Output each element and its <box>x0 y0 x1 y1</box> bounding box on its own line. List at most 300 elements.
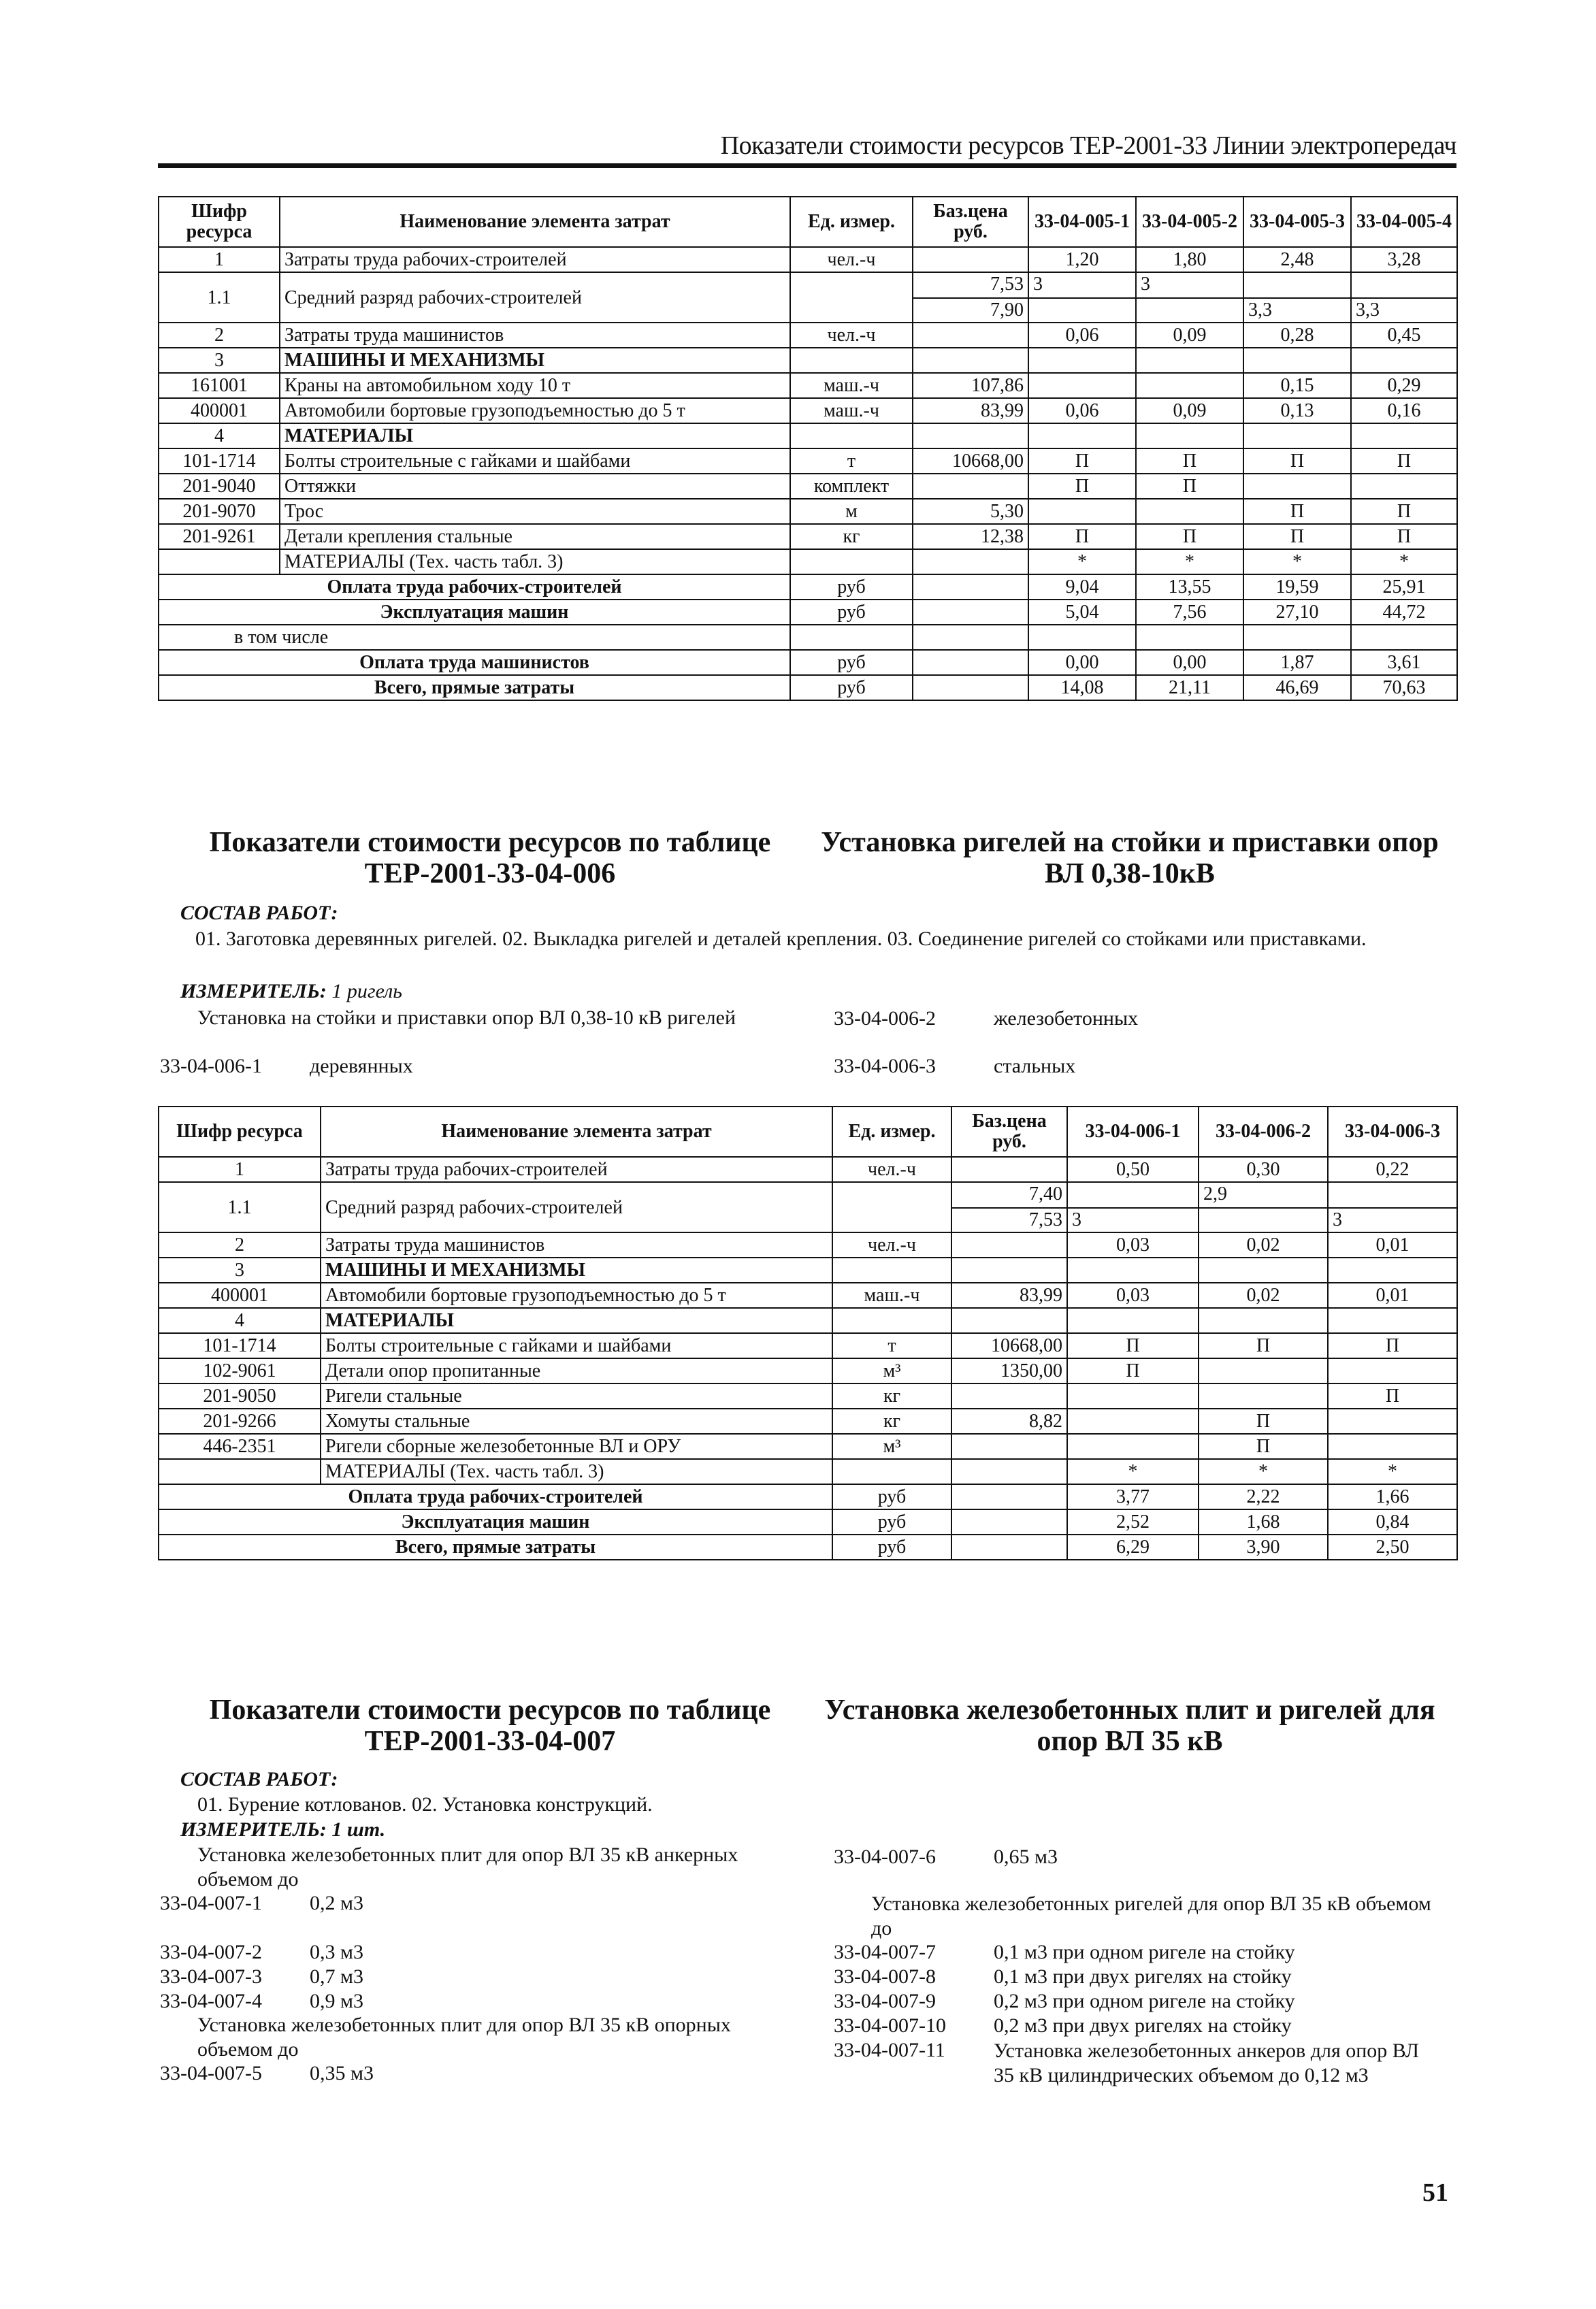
resource-name-cell: Болты строительные с гайками и шайбами <box>321 1333 832 1358</box>
value-cell: П <box>1351 448 1457 474</box>
value-cell <box>1067 1308 1199 1333</box>
value-cell: П <box>1328 1383 1457 1409</box>
price-cell: 5,30 <box>913 499 1028 524</box>
resource-table-33-04-005 <box>158 196 1458 701</box>
value-cell <box>1067 1182 1199 1232</box>
price-cell <box>951 1182 1067 1232</box>
value-cell: 25,91 <box>1351 574 1457 600</box>
table-row <box>159 1157 1457 1182</box>
value-cell: П <box>1351 524 1457 549</box>
value-cell <box>1351 272 1457 323</box>
summary-label-cell: Оплата труда машинистов <box>159 650 790 675</box>
value-cell: 3,90 <box>1199 1535 1328 1560</box>
value-cell: 1,68 <box>1199 1509 1328 1535</box>
resource-code-cell: 161001 <box>159 373 280 398</box>
value-cell <box>1136 423 1243 448</box>
table-row <box>159 1333 1457 1358</box>
price-cell: 8,82 <box>951 1409 1067 1434</box>
item-text: 0,9 м3 <box>310 1990 363 2012</box>
value-upper <box>1244 273 1350 297</box>
value-cell <box>1243 474 1351 499</box>
unit-cell <box>790 549 913 574</box>
item-text: 0,3 м3 <box>310 1941 363 1963</box>
value-cell: 0,16 <box>1351 398 1457 423</box>
section3-title-right: Установка железобетонных плит и ригелей для опор ВЛ 35 кВ <box>824 1694 1435 1757</box>
value-upper: 3 <box>1033 274 1043 295</box>
value-cell: 3,77 <box>1067 1484 1199 1509</box>
value-cell <box>1243 423 1351 448</box>
izmer-label <box>180 980 402 1003</box>
value-cell: П <box>1243 524 1351 549</box>
value-cell: 0,03 <box>1067 1283 1199 1308</box>
value-cell: 0,09 <box>1136 398 1243 423</box>
resource-name-cell: Затраты труда рабочих-строителей <box>280 247 790 272</box>
value-cell: 0,00 <box>1028 650 1136 675</box>
value-cell <box>1351 625 1457 650</box>
value-lower <box>1137 297 1243 322</box>
price-cell <box>913 348 1028 373</box>
resource-code-cell: 446-2351 <box>159 1434 321 1459</box>
resource-code-cell: 1 <box>159 247 280 272</box>
item-code: 33-04-007-5 <box>160 2062 262 2084</box>
value-cell: П <box>1243 448 1351 474</box>
value-cell: 0,01 <box>1328 1232 1457 1258</box>
summary-row <box>159 574 1457 600</box>
table-row <box>159 1409 1457 1434</box>
unit-cell: м³ <box>832 1358 951 1383</box>
summary-label-cell: Эксплуатация машин <box>159 600 790 625</box>
price-cell <box>951 1308 1067 1333</box>
table-row <box>159 398 1457 423</box>
resource-code-cell: 4 <box>159 1308 321 1333</box>
value-cell <box>1136 499 1243 524</box>
resource-code-cell: 101-1714 <box>159 1333 321 1358</box>
unit-cell: руб <box>790 574 913 600</box>
item-code: 33-04-007-7 <box>834 1941 936 1963</box>
price-cell <box>913 574 1028 600</box>
unit-cell: руб <box>832 1509 951 1535</box>
table-row <box>159 1358 1457 1383</box>
value-cell <box>1067 1434 1199 1459</box>
value-cell: * <box>1328 1459 1457 1484</box>
unit-cell: руб <box>790 600 913 625</box>
resource-code-cell: 1.1 <box>159 1182 321 1232</box>
price-cell <box>913 323 1028 348</box>
resource-name-cell: Оттяжки <box>280 474 790 499</box>
unit-cell: чел.-ч <box>832 1157 951 1182</box>
table-row <box>159 1383 1457 1409</box>
price-cell: 83,99 <box>913 398 1028 423</box>
price-cell <box>913 474 1028 499</box>
value-cell: П <box>1067 1333 1199 1358</box>
item-code: 33-04-007-11 <box>834 2039 945 2061</box>
value-lower: 3 <box>1329 1207 1456 1232</box>
resource-code-cell: 102-9061 <box>159 1358 321 1383</box>
table-row <box>159 1459 1457 1484</box>
item-text: 0,1 м3 при двух ригелях на стойку <box>994 1965 1292 1988</box>
value-cell: 0,84 <box>1328 1509 1457 1535</box>
intro-text: Установка железобетонных плит для опор ВЛ 35 кВ опорных объемом до <box>197 2014 731 2061</box>
resource-name-cell: МАТЕРИАЛЫ <box>321 1308 832 1333</box>
value-cell <box>1199 1258 1328 1283</box>
item-text: 0,2 м3 при одном ригеле на стойку <box>994 1990 1295 2012</box>
unit-cell: чел.-ч <box>832 1232 951 1258</box>
value-cell <box>1028 625 1136 650</box>
intro-text: Установка на стойки и приставки опор ВЛ 0,38-10 кВ ригелей <box>197 1006 736 1029</box>
value-cell <box>1199 1182 1328 1232</box>
item-text: 0,7 м3 <box>310 1965 363 1988</box>
value-cell <box>1328 1434 1457 1459</box>
value-cell: П <box>1328 1333 1457 1358</box>
item-text: 0,35 м3 <box>310 2062 374 2084</box>
unit-cell: руб <box>790 675 913 700</box>
unit-cell <box>832 1258 951 1283</box>
resource-code-cell: 1 <box>159 1157 321 1182</box>
unit-cell: маш.-ч <box>832 1283 951 1308</box>
value-cell: 0,02 <box>1199 1283 1328 1308</box>
table-row <box>159 1258 1457 1283</box>
value-cell: * <box>1243 549 1351 574</box>
unit-cell: чел.-ч <box>790 247 913 272</box>
col-header-variant: 33-04-005-4 <box>1351 197 1457 247</box>
value-cell: П <box>1136 524 1243 549</box>
resource-code-cell: 201-9266 <box>159 1409 321 1434</box>
value-cell: 0,15 <box>1243 373 1351 398</box>
value-cell <box>1243 348 1351 373</box>
izmer-value: 1 ригель <box>331 980 402 1002</box>
table-row <box>159 323 1457 348</box>
col-header-variant: 33-04-005-2 <box>1136 197 1243 247</box>
item-text: 0,2 м3 <box>310 1892 363 1914</box>
value-lower: 3,3 <box>1244 297 1350 322</box>
value-upper <box>1352 273 1456 297</box>
item-text: железобетонных <box>994 1007 1139 1030</box>
page-number: 51 <box>1422 2178 1448 2207</box>
resource-name-cell: Автомобили бортовые грузоподъемностью до 5 т <box>280 398 790 423</box>
item-code: 33-04-006-3 <box>834 1055 936 1077</box>
unit-cell: т <box>832 1333 951 1358</box>
unit-cell: маш.-ч <box>790 398 913 423</box>
value-cell: * <box>1067 1459 1199 1484</box>
value-cell: * <box>1136 549 1243 574</box>
unit-cell: т <box>790 448 913 474</box>
value-cell: П <box>1199 1434 1328 1459</box>
sostav-text: 01. Бурение котлованов. 02. Установка конструкций. <box>197 1793 653 1816</box>
value-cell: 0,30 <box>1199 1157 1328 1182</box>
col-header-code: Шифр ресурса <box>159 1107 321 1157</box>
resource-code-cell: 3 <box>159 1258 321 1283</box>
value-cell <box>1243 272 1351 323</box>
value-cell <box>1028 373 1136 398</box>
value-cell <box>1199 1383 1328 1409</box>
resource-name-cell: Автомобили бортовые грузоподъемностью до 5 т <box>321 1283 832 1308</box>
value-cell: П <box>1067 1358 1199 1383</box>
running-header: Показатели стоимости ресурсов ТЕР-2001-33 Линии электропередач <box>720 131 1456 160</box>
table-row <box>159 1283 1457 1308</box>
izmer-label-text: ИЗМЕРИТЕЛЬ: <box>180 980 327 1002</box>
summary-row <box>159 1535 1457 1560</box>
value-cell <box>1328 1308 1457 1333</box>
value-cell: 0,00 <box>1136 650 1243 675</box>
value-cell: П <box>1199 1409 1328 1434</box>
col-header-price: Баз.цена руб. <box>913 197 1028 247</box>
col-header-name: Наименование элемента затрат <box>321 1107 832 1157</box>
col-header-price: Баз.цена руб. <box>951 1107 1067 1157</box>
unit-cell: кг <box>832 1409 951 1434</box>
price-cell <box>951 1459 1067 1484</box>
summary-row <box>159 600 1457 625</box>
unit-cell <box>790 348 913 373</box>
value-cell <box>1243 625 1351 650</box>
price-cell: 10668,00 <box>951 1333 1067 1358</box>
resource-code-cell: 2 <box>159 323 280 348</box>
price-cell <box>951 1509 1067 1535</box>
summary-label-cell: Оплата труда рабочих-строителей <box>159 1484 832 1509</box>
resource-name-cell: Ригели стальные <box>321 1383 832 1409</box>
value-cell: П <box>1028 448 1136 474</box>
price-cell <box>913 247 1028 272</box>
value-cell: 13,55 <box>1136 574 1243 600</box>
col-header-name: Наименование элемента затрат <box>280 197 790 247</box>
summary-row <box>159 675 1457 700</box>
value-upper: 3 <box>1141 274 1150 295</box>
value-cell: 0,06 <box>1028 398 1136 423</box>
item-text: деревянных <box>310 1055 413 1077</box>
value-cell <box>1028 423 1136 448</box>
value-cell: 1,66 <box>1328 1484 1457 1509</box>
value-cell: 0,50 <box>1067 1157 1199 1182</box>
value-cell <box>1199 1308 1328 1333</box>
price-cell <box>913 423 1028 448</box>
item-code: 33-04-007-1 <box>160 1892 262 1914</box>
value-cell: П <box>1028 524 1136 549</box>
item-text: 0,65 м3 <box>994 1846 1058 1868</box>
unit-cell <box>832 1182 951 1232</box>
sostav-label: СОСТАВ РАБОТ: <box>180 1768 338 1790</box>
value-cell: 27,10 <box>1243 600 1351 625</box>
value-cell <box>1351 423 1457 448</box>
item-code: 33-04-007-9 <box>834 1990 936 2012</box>
resource-name-cell: Детали крепления стальные <box>280 524 790 549</box>
unit-cell: руб <box>832 1484 951 1509</box>
value-cell: 2,52 <box>1067 1509 1199 1535</box>
value-cell: 0,29 <box>1351 373 1457 398</box>
price-cell: 107,86 <box>913 373 1028 398</box>
item-code: 33-04-007-2 <box>160 1941 262 1963</box>
value-upper <box>1329 1183 1456 1207</box>
value-cell <box>1136 625 1243 650</box>
table-row <box>159 1308 1457 1333</box>
table-row <box>159 423 1457 448</box>
value-cell <box>1136 272 1243 323</box>
value-cell: 0,28 <box>1243 323 1351 348</box>
item-code: 33-04-006-1 <box>160 1055 262 1077</box>
price-value: 7,40 <box>1029 1183 1062 1205</box>
value-cell: * <box>1199 1459 1328 1484</box>
unit-cell <box>832 1459 951 1484</box>
item-code: 33-04-007-10 <box>834 2014 946 2037</box>
summary-label-cell: Всего, прямые затраты <box>159 675 790 700</box>
col-header-variant: 33-04-006-3 <box>1328 1107 1457 1157</box>
resource-name-cell: Затраты труда рабочих-строителей <box>321 1157 832 1182</box>
value-cell: 44,72 <box>1351 600 1457 625</box>
unit-cell: кг <box>832 1383 951 1409</box>
resource-code-cell: 1.1 <box>159 272 280 323</box>
value-cell <box>1328 1358 1457 1383</box>
value-cell <box>1328 1182 1457 1232</box>
resource-name-cell: МАШИНЫ И МЕХАНИЗМЫ <box>321 1258 832 1283</box>
value-cell: 5,04 <box>1028 600 1136 625</box>
value-lower: 3 <box>1068 1207 1198 1232</box>
resource-code-cell: 2 <box>159 1232 321 1258</box>
value-cell <box>1028 348 1136 373</box>
unit-cell <box>832 1308 951 1333</box>
value-cell <box>1328 1409 1457 1434</box>
unit-cell <box>790 625 913 650</box>
col-header-unit: Ед. измер. <box>790 197 913 247</box>
value-cell: 19,59 <box>1243 574 1351 600</box>
resource-name-cell: Затраты труда машинистов <box>280 323 790 348</box>
unit-cell: комплект <box>790 474 913 499</box>
table-row <box>159 247 1457 272</box>
value-cell: 9,04 <box>1028 574 1136 600</box>
resource-name-cell: Ригели сборные железобетонные ВЛ и ОРУ <box>321 1434 832 1459</box>
table-row <box>159 348 1457 373</box>
intro-text: Установка железобетонных плит для опор ВЛ 35 кВ анкерных объемом до <box>197 1844 738 1890</box>
table-row <box>159 1232 1457 1258</box>
value-cell: 0,03 <box>1067 1232 1199 1258</box>
col-header-unit: Ед. измер. <box>832 1107 951 1157</box>
price-cell <box>913 272 1028 323</box>
izmer-label <box>180 1818 385 1841</box>
resource-name-cell: МАТЕРИАЛЫ (Тех. часть табл. 3) <box>280 549 790 574</box>
value-cell: П <box>1136 448 1243 474</box>
value-cell: 0,01 <box>1328 1283 1457 1308</box>
value-cell: 14,08 <box>1028 675 1136 700</box>
price-cell: 1350,00 <box>951 1358 1067 1383</box>
value-cell: 46,69 <box>1243 675 1351 700</box>
value-cell <box>1328 1258 1457 1283</box>
resource-code-cell <box>159 1459 321 1484</box>
price-cell <box>951 1434 1067 1459</box>
price-cell <box>951 1258 1067 1283</box>
izmer-label-text: ИЗМЕРИТЕЛЬ: <box>180 1818 327 1841</box>
value-lower <box>1199 1207 1327 1232</box>
resource-name-cell: Болты строительные с гайками и шайбами <box>280 448 790 474</box>
price-cell <box>913 625 1028 650</box>
item-code: 33-04-006-2 <box>834 1007 936 1030</box>
value-cell: 0,02 <box>1199 1232 1328 1258</box>
value-cell <box>1351 348 1457 373</box>
unit-cell <box>790 423 913 448</box>
value-cell: 1,80 <box>1136 247 1243 272</box>
value-cell: П <box>1028 474 1136 499</box>
value-lower: 3,3 <box>1352 297 1456 322</box>
table-row <box>159 448 1457 474</box>
value-cell <box>1136 348 1243 373</box>
price-cell <box>951 1484 1067 1509</box>
summary-row <box>159 650 1457 675</box>
price-value: 7,53 <box>952 1207 1066 1232</box>
col-header-variant: 33-04-005-1 <box>1028 197 1136 247</box>
value-cell <box>1028 272 1136 323</box>
value-cell: П <box>1351 499 1457 524</box>
unit-cell: чел.-ч <box>790 323 913 348</box>
value-cell: 2,22 <box>1199 1484 1328 1509</box>
summary-label-cell: Оплата труда рабочих-строителей <box>159 574 790 600</box>
value-cell <box>1028 499 1136 524</box>
col-header-code: Шифр ресурса <box>159 197 280 247</box>
resource-name-cell: Средний разряд рабочих-строителей <box>280 272 790 323</box>
resource-code-cell <box>159 549 280 574</box>
unit-cell: м <box>790 499 913 524</box>
intro-text: Установка железобетонных ригелей для опор ВЛ 35 кВ объемом до <box>871 1893 1431 1939</box>
unit-cell: руб <box>832 1535 951 1560</box>
item-code: 33-04-007-8 <box>834 1965 936 1988</box>
item-text: 0,1 м3 при одном ригеле на стойку <box>994 1941 1295 1963</box>
table-row <box>159 474 1457 499</box>
sostav-label: СОСТАВ РАБОТ: <box>180 902 338 924</box>
resource-name-cell: МАТЕРИАЛЫ <box>280 423 790 448</box>
value-upper: 2,9 <box>1203 1183 1227 1205</box>
item-code: 33-04-007-6 <box>834 1846 936 1868</box>
summary-row <box>159 625 1457 650</box>
price-cell <box>913 600 1028 625</box>
header-rule <box>158 163 1456 168</box>
value-cell <box>1351 474 1457 499</box>
resource-name-cell: Хомуты стальные <box>321 1409 832 1434</box>
item-text: Установка железобетонных анкеров для опор ВЛ 35 кВ цилиндрических объемом до 0,12 м3 <box>994 2040 1420 2086</box>
unit-cell <box>790 272 913 323</box>
value-cell: * <box>1351 549 1457 574</box>
summary-label-cell: Всего, прямые затраты <box>159 1535 832 1560</box>
value-cell: 1,87 <box>1243 650 1351 675</box>
resource-name-cell: МАШИНЫ И МЕХАНИЗМЫ <box>280 348 790 373</box>
resource-code-cell: 201-9261 <box>159 524 280 549</box>
table-row <box>159 549 1457 574</box>
value-cell <box>1067 1258 1199 1283</box>
value-cell: П <box>1243 499 1351 524</box>
table-row <box>159 499 1457 524</box>
table-row <box>159 272 1457 323</box>
izmer-value: 1 шт. <box>331 1818 386 1841</box>
col-header-variant: 33-04-005-3 <box>1243 197 1351 247</box>
resource-name-cell: Затраты труда машинистов <box>321 1232 832 1258</box>
value-cell: 3,28 <box>1351 247 1457 272</box>
value-cell: 0,45 <box>1351 323 1457 348</box>
price-value: 7,90 <box>913 297 1028 322</box>
item-code: 33-04-007-3 <box>160 1965 262 1988</box>
price-cell <box>913 650 1028 675</box>
sostav-text: 01. Заготовка деревянных ригелей. 02. Выкладка ригелей и деталей крепления. 03. Соединение ригелей со стойками или приставками. <box>195 928 1367 950</box>
value-cell: 3,61 <box>1351 650 1457 675</box>
summary-row <box>159 1509 1457 1535</box>
value-cell: * <box>1028 549 1136 574</box>
section2-title-left: Показатели стоимости ресурсов по таблице ТЕР-2001-33-04-006 <box>209 827 771 889</box>
unit-cell: маш.-ч <box>790 373 913 398</box>
value-cell: 0,09 <box>1136 323 1243 348</box>
value-cell: 0,06 <box>1028 323 1136 348</box>
resource-name-cell: Трос <box>280 499 790 524</box>
value-cell <box>1199 1358 1328 1383</box>
resource-code-cell: 201-9050 <box>159 1383 321 1409</box>
item-text: стальных <box>994 1055 1076 1077</box>
unit-cell: руб <box>790 650 913 675</box>
value-cell: 1,20 <box>1028 247 1136 272</box>
item-code: 33-04-007-4 <box>160 1990 262 2012</box>
col-header-variant: 33-04-006-1 <box>1067 1107 1199 1157</box>
price-cell <box>951 1232 1067 1258</box>
